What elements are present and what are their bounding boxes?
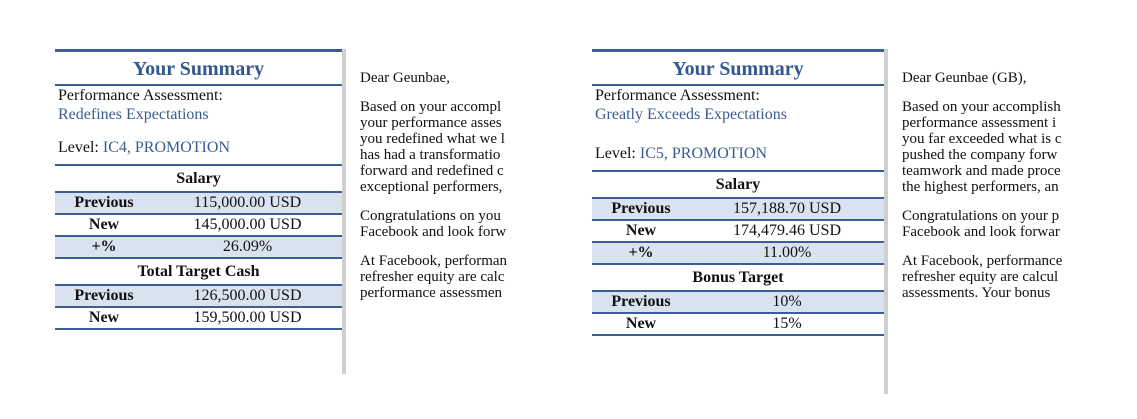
table-row (55, 237, 342, 259)
letter-line: refresher equity are calc (360, 269, 505, 285)
letter-line: Congratulations on your p (902, 208, 1060, 224)
letter-line: you far exceeded what is c (902, 131, 1062, 147)
letter-line: At Facebook, performan (360, 253, 508, 269)
letter-line: Facebook and look forwar (902, 224, 1060, 240)
letter-line: assessments. Your bonus (902, 285, 1051, 301)
level-line (55, 138, 342, 158)
row-value: 174,479.46 USD (732, 222, 841, 239)
row-label: +% (91, 238, 117, 255)
table-row (592, 314, 884, 336)
row-value: 145,000.00 USD (193, 216, 302, 233)
salary-title: Salary (176, 170, 221, 187)
letter-line: exceptional performers, (360, 179, 503, 195)
row-value: 115,000.00 USD (193, 194, 302, 211)
summary-title: Your Summary (132, 58, 265, 80)
summary-panel-right (592, 49, 884, 394)
letter-line: your performance asses (360, 115, 502, 131)
row-value: 15% (772, 315, 802, 332)
row-value: 159,500.00 USD (193, 309, 302, 326)
letter-line: has had a transformatio (360, 147, 501, 163)
row-label: New (625, 222, 657, 239)
row-value: 126,500.00 USD (193, 287, 302, 304)
letter-line: refresher equity are calcul (902, 269, 1059, 285)
table-row (592, 243, 884, 265)
row-value: 26.09% (222, 238, 273, 255)
row-label: New (88, 216, 120, 233)
letter-paragraph-3 (360, 253, 545, 301)
row-label: Previous (74, 287, 134, 304)
letter-paragraph-1 (360, 99, 545, 195)
row-label: Previous (74, 194, 134, 211)
row-label: +% (628, 244, 654, 261)
summary-title: Your Summary (672, 58, 804, 80)
total-target-cash-title: Total Target Cash (137, 263, 260, 280)
table-row (592, 221, 884, 243)
assessment-value: Greatly Exceeds Expectations (595, 106, 787, 123)
top-rule (592, 49, 884, 52)
letter-paragraph-2 (360, 208, 545, 240)
offer-letter-left (55, 49, 545, 374)
letter-line: pushed the company forw (902, 147, 1058, 163)
row-value: 157,188.70 USD (732, 200, 841, 217)
letter-line: the highest performers, an (902, 179, 1059, 195)
letter-line: performance assessmen (360, 285, 503, 301)
letter-line: Based on your accompl (360, 99, 502, 115)
row-label: New (88, 309, 120, 326)
row-label: New (625, 315, 657, 332)
row-label: Previous (611, 200, 671, 217)
assessment-label: Performance Assessment: (595, 87, 760, 104)
letter-greeting: Dear Geunbae, (360, 70, 450, 86)
table-row (55, 284, 342, 308)
row-value: 10% (772, 293, 802, 310)
level-label: Level: (595, 145, 636, 162)
top-rule (55, 49, 342, 52)
table-row (592, 290, 884, 314)
letter-paragraph-3 (902, 253, 1112, 301)
level-value: IC4, PROMOTION (102, 139, 230, 156)
level-label: Level: (58, 139, 99, 156)
table-row (592, 197, 884, 221)
table-row (55, 215, 342, 237)
letter-line: forward and redefined c (360, 163, 504, 179)
row-value: 11.00% (762, 244, 812, 261)
letter-line: At Facebook, performance (902, 253, 1063, 269)
table-row (55, 191, 342, 215)
letter-line: Based on your accomplish (902, 99, 1061, 115)
letter-line: you redefined what we l (360, 131, 505, 147)
letter-paragraph-1 (902, 99, 1112, 195)
letter-greeting: Dear Geunbae (GB), (902, 70, 1027, 86)
level-line (592, 144, 884, 164)
table-row (55, 308, 342, 330)
letter-body-left (360, 49, 545, 301)
row-label: Previous (611, 293, 671, 310)
bonus-target-title: Bonus Target (692, 269, 784, 286)
salary-title: Salary (715, 176, 761, 193)
letter-line: Facebook and look forw (360, 224, 507, 240)
letter-paragraph-2 (902, 208, 1112, 240)
letter-body-right (902, 49, 1112, 301)
assessment-value: Redefines Expectations (58, 106, 209, 123)
offer-letter-right (592, 49, 1112, 394)
letter-line: Congratulations on you (360, 208, 501, 224)
letter-line: performance assessment i (902, 115, 1057, 131)
level-value: IC5, PROMOTION (639, 145, 767, 162)
summary-panel-left (55, 49, 342, 374)
assessment-label: Performance Assessment: (58, 87, 223, 104)
letter-line: teamwork and made proce (902, 163, 1061, 179)
